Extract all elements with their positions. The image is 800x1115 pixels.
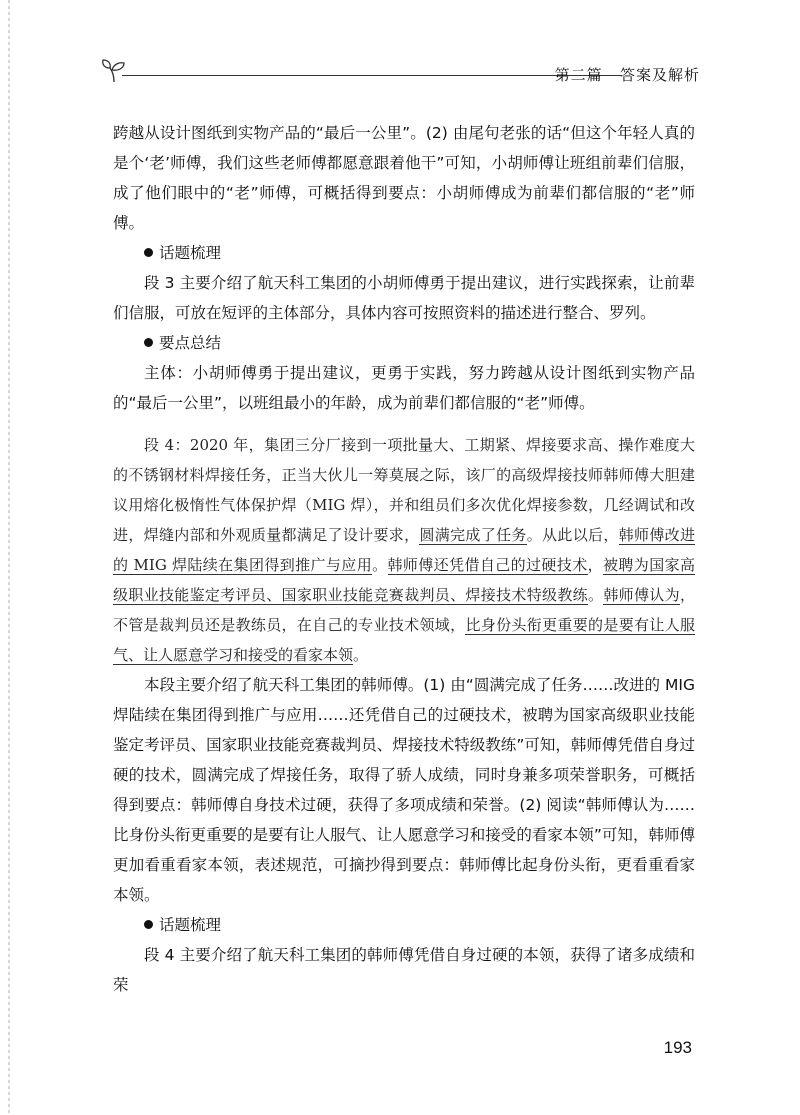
- topic-label-3-text: 话题梳理: [159, 916, 222, 934]
- p4-text-a: 段 4：2020 年，集团三分厂接到一项批量大、工期紧、焊接要求高、操作难度大的不锈钢材料焊接任务，正当大伙儿一筹莫展之际，该厂的高级焊接技师韩师傅大胆建议用熔化极惰性气体保护焊（MIG 焊），并和组员们多次优化焊接参数，几经调试和改进，焊缝内部和外观质量都满足了设计要求，: [113, 436, 695, 544]
- paragraph-2: 段 3 主要介绍了航天科工集团的小胡师傅勇于提出建议，进行实践探索，让前辈们信服，可放在短评的主体部分，具体内容可按照资料的描述进行整合、罗列。: [113, 274, 695, 322]
- topic-label-2-text: 要点总结: [159, 334, 222, 352]
- paragraph-6: 段 4 主要介绍了航天科工集团的韩师傅凭借自身过硬的本领，获得了诸多成绩和荣: [113, 946, 695, 994]
- p4-underline-6: 比身份头衔更重要的是要有让人服气、让人愿意学习和接受的看家本领: [113, 616, 695, 664]
- paragraph-5: 本段主要介绍了航天科工集团的韩师傅。(1) 由“圆满完成了任务……改进的 MIG 焊陆续在集团得到推广与应用……还凭借自己的过硬技术，被聘为国家高级职业技能鉴定考评员、国家职业技能竞赛裁判员、焊接技术特级教练”可知，韩师傅凭借自身过硬的技术，圆满完成了焊接任务，取得了骄人成绩，同时身兼多项荣誉职务，可概括得到要点：韩师傅自身技术过硬，获得了多项成绩和荣誉。(2) 阅读“韩师傅认为……比身份头衔更重要的是要有让人服气、让人愿意学习和接受的看家本领”可知，韩师傅更加看重看家本领，表述规范，可摘抄得到要点：韩师傅比起身份头衔，更看重看家本领。: [113, 676, 695, 904]
- bullet-icon: [144, 248, 153, 257]
- bullet-icon: [144, 338, 153, 347]
- p4-text-b: 。从此以后，: [526, 526, 619, 544]
- topic-label-3: [113, 910, 695, 940]
- p4-underline-3: 韩师傅还凭借自己的过硬技术: [387, 556, 588, 574]
- page-content: [113, 118, 695, 1000]
- p4-text-d: ，: [587, 556, 604, 574]
- header-rule: [122, 75, 622, 76]
- topic-label-2: [113, 328, 695, 358]
- p4-underline-2: 韩师傅改进的 MIG 焊陆续在集团得到推广与应用: [113, 526, 695, 574]
- sprout-icon: [100, 58, 128, 84]
- paragraph-1: 跨越从设计图纸到实物产品的“最后一公里”。(2) 由尾句老张的话“但这个年轻人真的是个‘老’师傅，我们这些老师傅都愿意跟着他干”可知，小胡师傅让班组前辈们信服，成了他们眼中的“老”师傅，可概括得到要点：小胡师傅成为前辈们都信服的“老”师傅。: [113, 124, 695, 232]
- p4-text-e: 。: [588, 586, 604, 604]
- page-header: [100, 58, 700, 88]
- topic-label-1-text: 话题梳理: [159, 244, 222, 262]
- p4-underline-5: 韩师傅认为: [603, 586, 680, 604]
- p4-underline-4: 被聘为国家高级职业技能鉴定考评员、国家职业技能竞赛裁判员、焊接技术特级教练: [113, 556, 695, 604]
- paragraph-4-source: [113, 430, 695, 670]
- p4-underline-1: 圆满完成了任务: [419, 526, 527, 544]
- header-section: 第二篇: [554, 66, 603, 84]
- header-chapter: 答案及解析: [619, 66, 700, 84]
- binding-edge-dots: [8, 0, 10, 1115]
- p4-text-g: 。: [353, 646, 369, 664]
- paragraph-3: 主体：小胡师傅勇于提出建议，更勇于实践，努力跨越从设计图纸到实物产品的“最后一公里”，以班组最小的年龄，成为前辈们都信服的“老”师傅。: [113, 364, 695, 412]
- bullet-icon: [144, 920, 153, 929]
- topic-label-1: [113, 238, 695, 268]
- header-title: [555, 64, 700, 85]
- p4-text-c: 。: [372, 556, 388, 574]
- p4-text-f: ，不管是裁判员还是教练员，在自己的专业技术领域，: [113, 586, 695, 634]
- page-number: 193: [663, 1038, 692, 1057]
